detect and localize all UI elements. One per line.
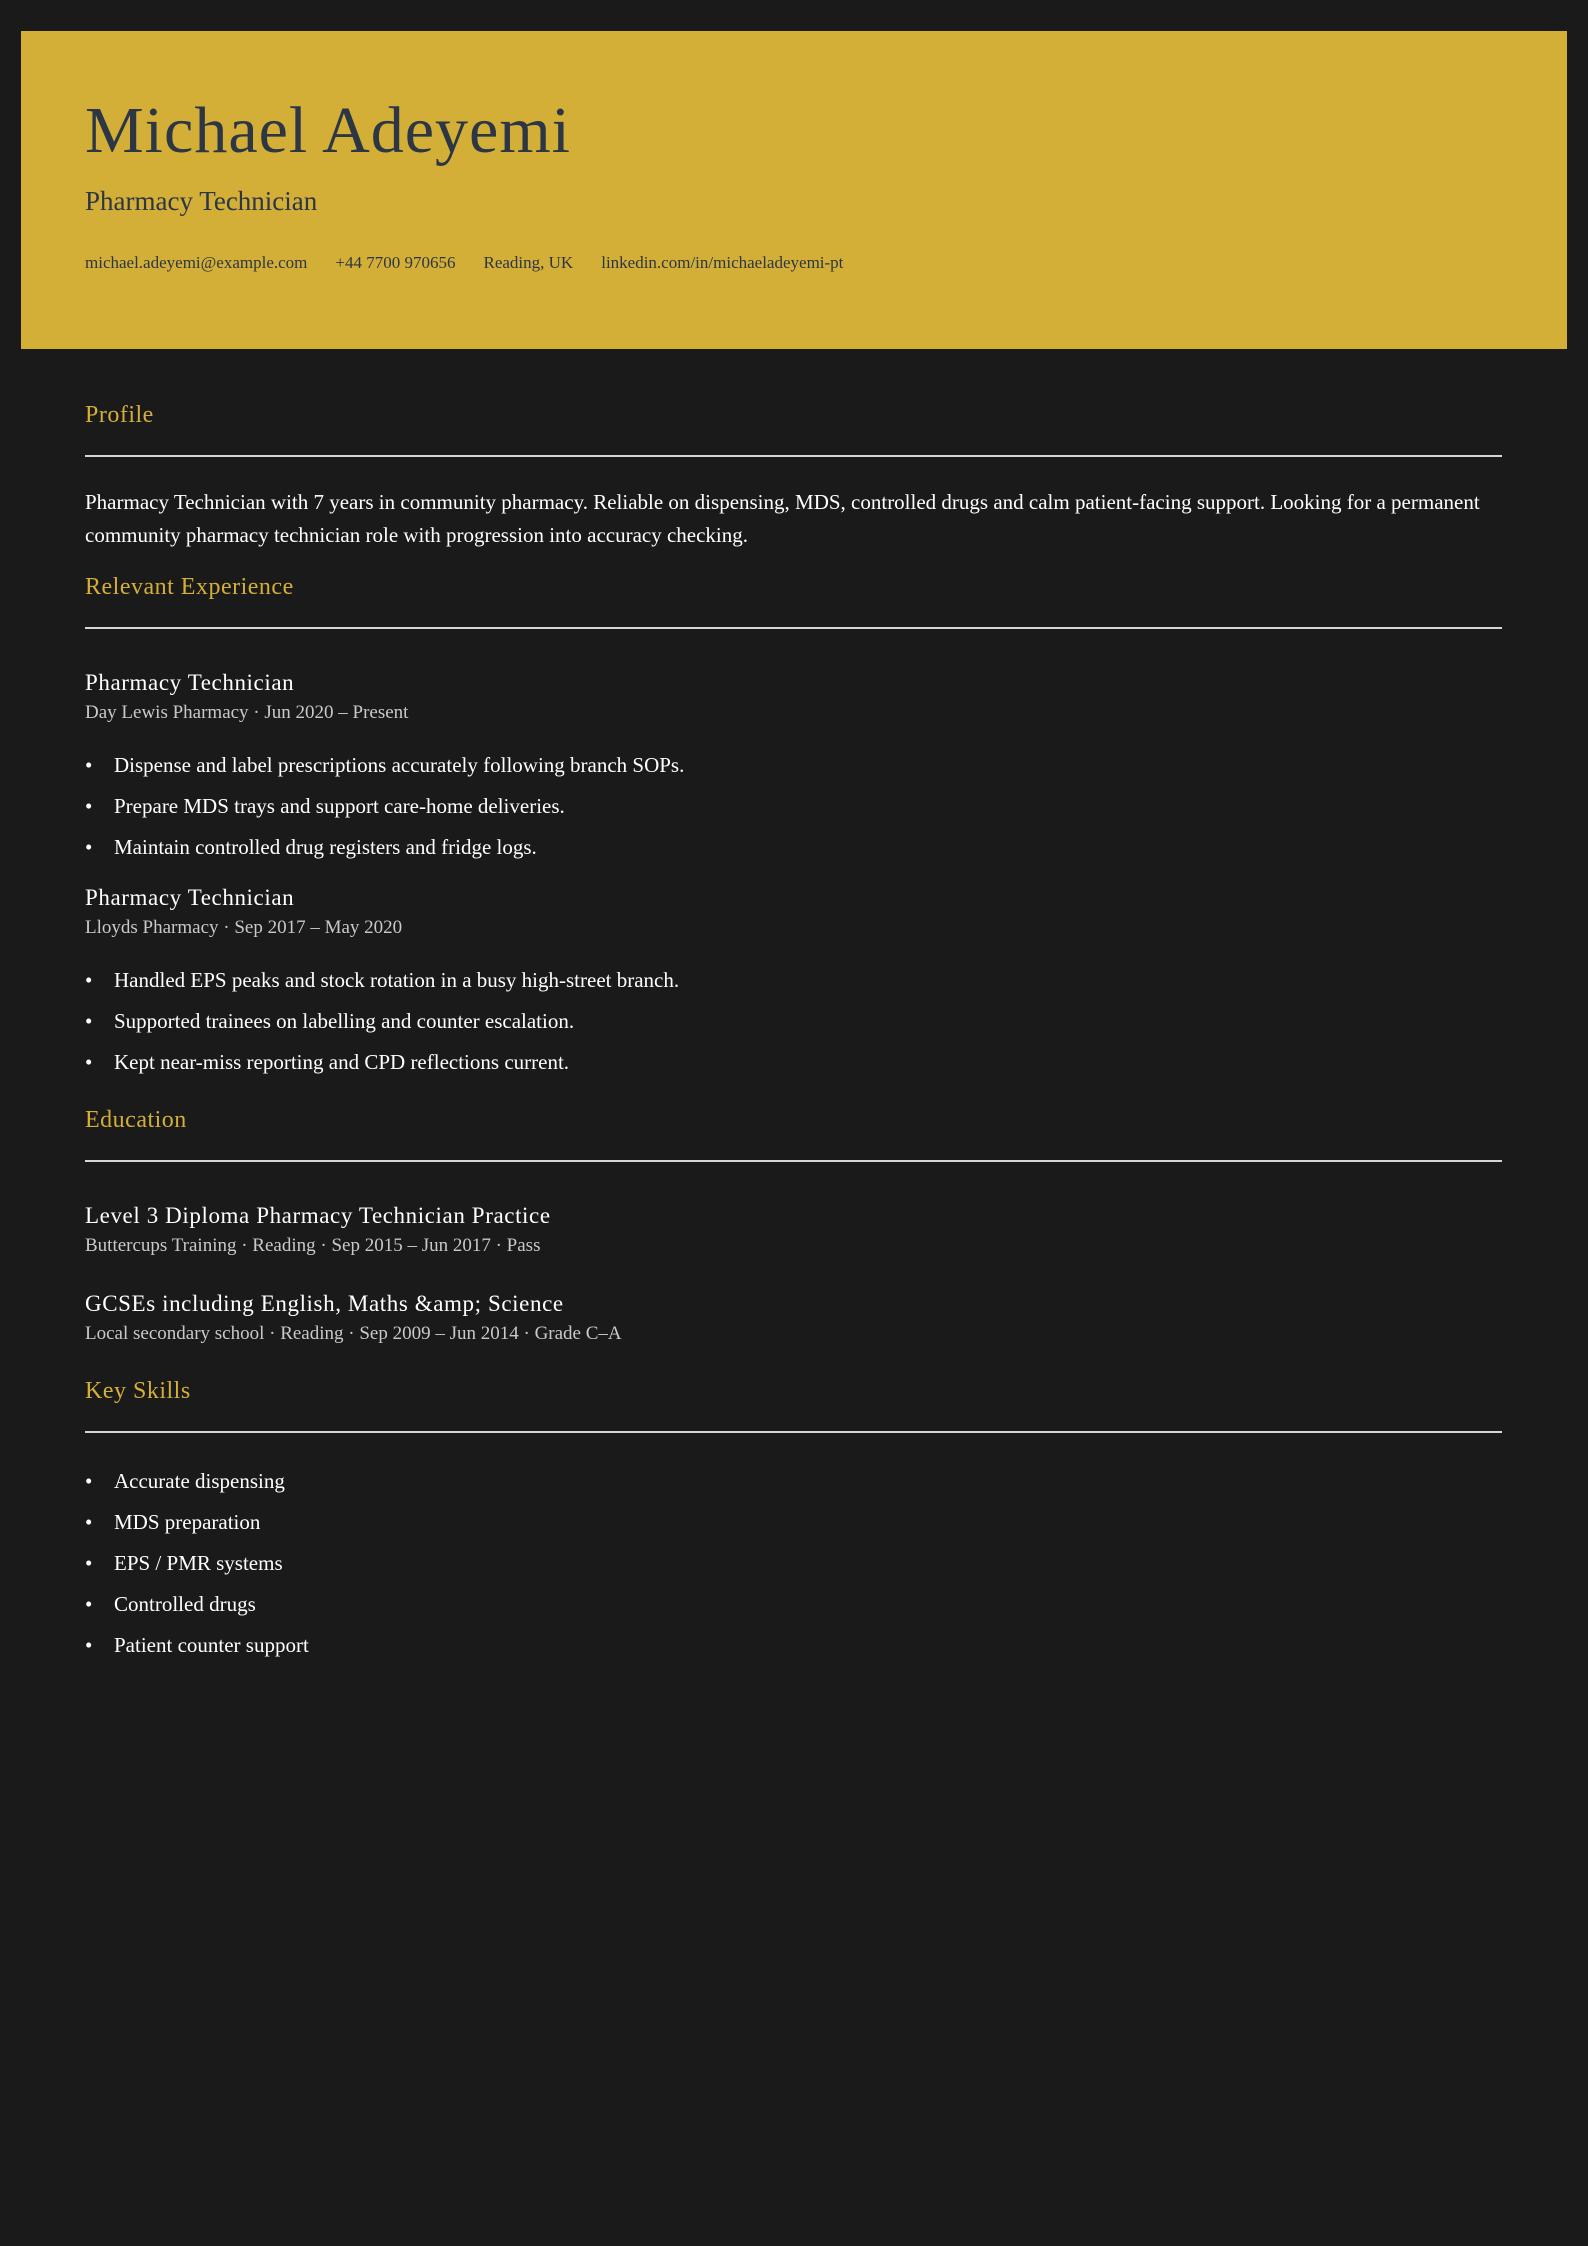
skills-section bbox=[85, 1376, 1502, 1666]
section-divider bbox=[85, 455, 1502, 457]
education-meta: Buttercups Training · Reading · Sep 2015 – Jun 2017 · Pass bbox=[85, 1235, 541, 1256]
education-section bbox=[85, 1105, 1502, 1348]
contact-linkedin[interactable]: linkedin.com/in/michaeladeyemi-pt bbox=[601, 253, 844, 272]
skills-heading: Key Skills bbox=[85, 1378, 191, 1404]
contact-line bbox=[85, 253, 843, 273]
job-title: Pharmacy Technician bbox=[85, 885, 295, 910]
job-meta: Day Lewis Pharmacy · Jun 2020 – Present bbox=[85, 702, 409, 723]
contact-location: Reading, UK bbox=[483, 253, 574, 272]
job-entry bbox=[85, 668, 1502, 868]
candidate-title: Pharmacy Technician bbox=[85, 186, 318, 216]
list-item: • Dispense and label prescriptions accurately following branch SOPs. bbox=[85, 745, 1502, 786]
skill-item: • Controlled drugs bbox=[85, 1584, 1502, 1625]
list-item: • Maintain controlled drug registers and fridge logs. bbox=[85, 827, 1502, 868]
job-title: Pharmacy Technician bbox=[85, 670, 295, 695]
job-bullets bbox=[85, 745, 1502, 868]
education-heading: Education bbox=[85, 1107, 187, 1133]
section-divider bbox=[85, 627, 1502, 629]
contact-email[interactable]: michael.adeyemi@example.com bbox=[85, 253, 308, 272]
skill-item: • EPS / PMR systems bbox=[85, 1543, 1502, 1584]
skill-item: • Patient counter support bbox=[85, 1625, 1502, 1666]
education-meta: Local secondary school · Reading · Sep 2009 – Jun 2014 · Grade C–A bbox=[85, 1323, 622, 1344]
skills-list bbox=[85, 1461, 1502, 1666]
skill-item: • MDS preparation bbox=[85, 1502, 1502, 1543]
list-item: • Prepare MDS trays and support care-home deliveries. bbox=[85, 786, 1502, 827]
section-divider bbox=[85, 1160, 1502, 1162]
education-title: GCSEs including English, Maths &amp; Science bbox=[85, 1291, 564, 1316]
resume-header bbox=[21, 31, 1567, 349]
job-bullets bbox=[85, 960, 1502, 1083]
section-divider bbox=[85, 1431, 1502, 1433]
profile-section bbox=[85, 400, 1502, 552]
profile-heading: Profile bbox=[85, 402, 154, 428]
education-entry bbox=[85, 1201, 1502, 1260]
list-item: • Kept near-miss reporting and CPD reflections current. bbox=[85, 1042, 1502, 1083]
profile-summary: Pharmacy Technician with 7 years in community pharmacy. Reliable on dispensing, MDS, controlled drugs and calm patient-facing support. Looking for a permanent community pharmacy technician role with progression into accuracy checking. bbox=[85, 490, 1480, 547]
list-item: • Handled EPS peaks and stock rotation in a busy high-street branch. bbox=[85, 960, 1502, 1001]
candidate-name: Michael Adeyemi bbox=[85, 94, 572, 167]
education-title: Level 3 Diploma Pharmacy Technician Practice bbox=[85, 1203, 551, 1228]
job-entry bbox=[85, 883, 1502, 1083]
resume-body bbox=[85, 400, 1502, 1666]
list-item: • Supported trainees on labelling and counter escalation. bbox=[85, 1001, 1502, 1042]
education-entry bbox=[85, 1289, 1502, 1348]
contact-phone[interactable]: +44 7700 970656 bbox=[335, 253, 456, 272]
job-meta: Lloyds Pharmacy · Sep 2017 – May 2020 bbox=[85, 917, 403, 938]
experience-heading: Relevant Experience bbox=[85, 574, 294, 600]
experience-section bbox=[85, 572, 1502, 1083]
skill-item: • Accurate dispensing bbox=[85, 1461, 1502, 1502]
